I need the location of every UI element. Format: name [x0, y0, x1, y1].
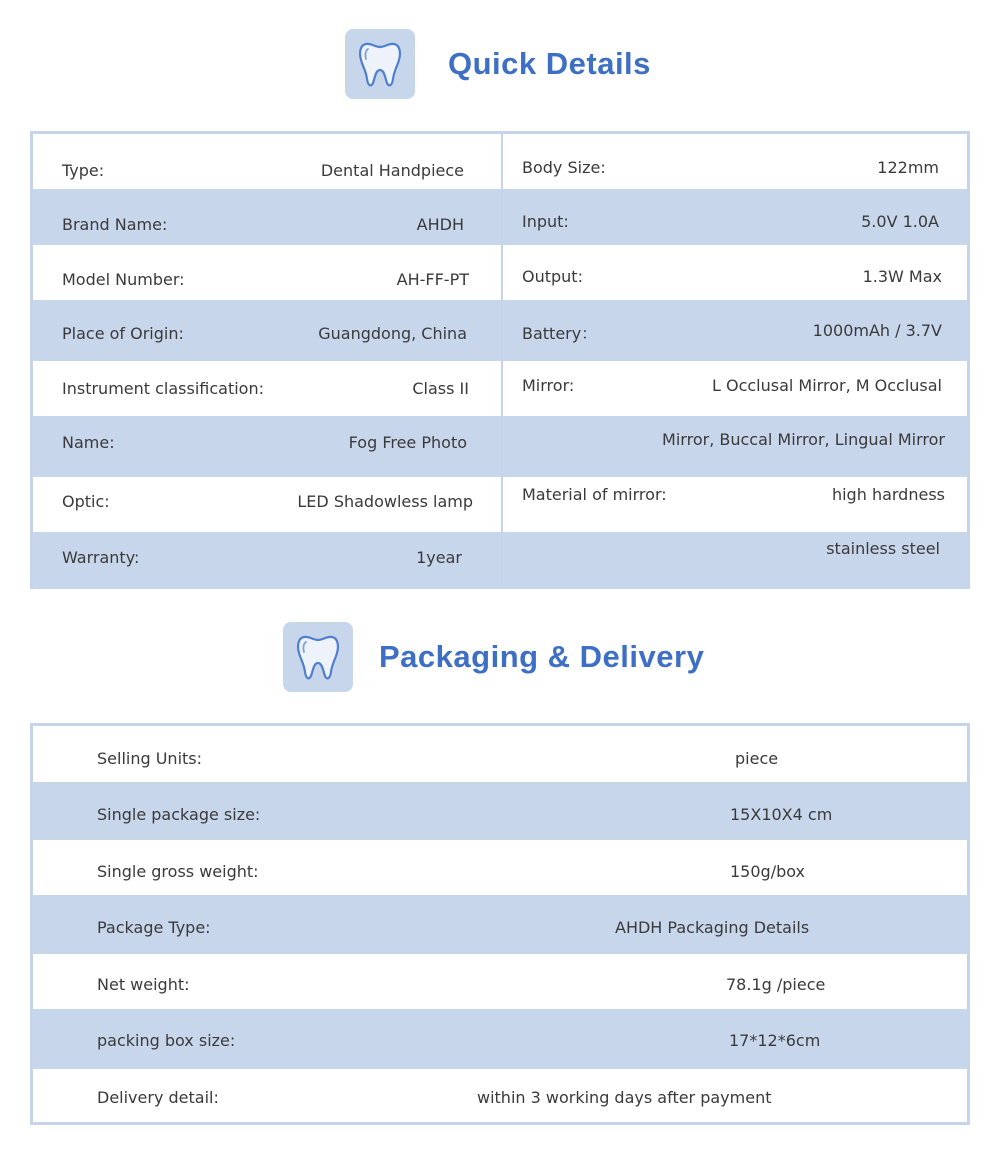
table-row: [33, 189, 967, 245]
package-label: Single gross weight:: [97, 862, 259, 881]
spec-value: LED Shadowless lamp: [297, 492, 473, 511]
tooth-icon: [283, 622, 353, 692]
package-label: Package Type:: [97, 918, 211, 937]
spec-value: Fog Free Photo: [348, 433, 467, 452]
spec-label: Model Number:: [62, 270, 185, 289]
section-title: Packaging & Delivery: [379, 639, 705, 674]
packaging-header: [283, 622, 704, 692]
package-label: Selling Units:: [97, 749, 203, 768]
spec-label: Type:: [62, 161, 105, 180]
spec-value: L Occlusal Mirror, M Occlusal: [711, 376, 942, 395]
packaging-table: [30, 723, 970, 1125]
spec-value: stainless steel: [826, 539, 940, 558]
spec-label: Battery：: [522, 324, 598, 343]
spec-value: 122mm: [877, 158, 939, 177]
package-value: 15X10X4 cm: [730, 805, 833, 824]
spec-value: 1year: [416, 548, 462, 567]
tooth-icon: [345, 29, 415, 99]
package-label: Single package size:: [97, 805, 261, 824]
table-row: [33, 477, 967, 532]
package-value: 150g/box: [730, 862, 806, 881]
package-value: AHDH Packaging Details: [615, 918, 810, 937]
spec-label: Body Size:: [522, 158, 606, 177]
package-value: 17*12*6cm: [729, 1031, 821, 1050]
quick-details-header: [345, 29, 651, 99]
spec-value: 5.0V 1.0A: [861, 212, 939, 231]
spec-value: 1000mAh / 3.7V: [812, 321, 942, 340]
spec-value: Mirror, Buccal Mirror, Lingual Mirror: [662, 430, 945, 449]
package-label: Net weight:: [97, 975, 190, 994]
package-value: within 3 working days after payment: [477, 1088, 772, 1107]
spec-label: Input:: [522, 212, 569, 231]
spec-label: Mirror:: [522, 376, 575, 395]
package-value: piece: [735, 749, 779, 768]
spec-value: AHDH: [416, 215, 464, 234]
spec-label: Place of Origin:: [62, 324, 184, 343]
table-row: [33, 134, 967, 189]
package-value: 78.1g /piece: [726, 975, 826, 994]
quick-details-table: [30, 131, 970, 589]
spec-value: Dental Handpiece: [320, 161, 464, 180]
spec-label: Optic:: [62, 492, 110, 511]
spec-label: Brand Name:: [62, 215, 168, 234]
spec-label: Warranty:: [62, 548, 140, 567]
package-label: packing box size:: [97, 1031, 236, 1050]
spec-label: Instrument classification:: [62, 379, 264, 398]
package-label: Delivery detail:: [97, 1088, 219, 1107]
spec-value: 1.3W Max: [862, 267, 942, 286]
section-title: Quick Details: [448, 46, 651, 81]
column-divider: [501, 134, 503, 586]
spec-value: Guangdong, China: [318, 324, 467, 343]
spec-label: Output:: [522, 267, 583, 286]
spec-value: high hardness: [831, 485, 945, 504]
spec-value: Class II: [412, 379, 469, 398]
spec-value: AH-FF-PT: [396, 270, 469, 289]
spec-label: Name:: [62, 433, 115, 452]
spec-label: Material of mirror:: [522, 485, 667, 504]
